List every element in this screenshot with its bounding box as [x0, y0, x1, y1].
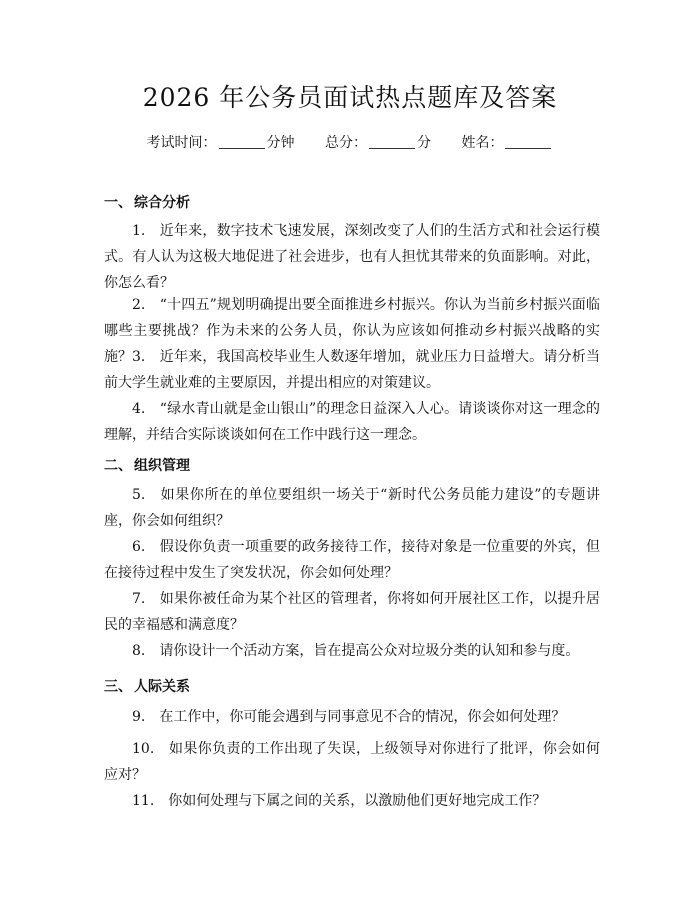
time-unit: 分钟: [266, 135, 295, 151]
score-unit: 分: [417, 135, 431, 151]
time-label: 考试时间：: [146, 135, 217, 151]
time-blank: [219, 134, 265, 149]
question-item: 5. 如果你所在的单位要组织一场关于“新时代公务员能力建设”的专题讲座，你会如何组织？: [104, 487, 600, 529]
question-item: 8. 请你设计一个活动方案，旨在提高公众对垃圾分类的认知和参与度。: [132, 643, 580, 659]
exam-info-line: [0, 132, 700, 152]
question-item: 6. 假设你负责一项重要的政务接待工作，接待对象是一位重要的外宾，但在接待过程中发生了突发状况，你会如何处理？: [104, 539, 600, 581]
question-item: 4. “绿水青山就是金山银山”的理念日益深入人心。请谈谈你对这一理念的理解，并结合实际谈谈如何在工作中践行这一理念。: [104, 401, 600, 443]
score-label: 总分：: [325, 135, 367, 151]
section-heading: 一、 综合分析: [104, 195, 190, 211]
question-item: 2. “十四五”规划明确提出要全面推进乡村振兴。你认为当前乡村振兴面临哪些主要挑战？作为未来的公务人员，你认为应该如何推动乡村振兴战略的实施？: [104, 297, 600, 365]
question-item: 7. 如果你被任命为某个社区的管理者，你将如何开展社区工作，以提升居民的幸福感和满意度？: [104, 591, 600, 633]
name-blank: [505, 134, 551, 149]
score-blank: [369, 134, 415, 149]
section-heading: 三、 人际关系: [104, 679, 190, 695]
question-item: 11. 你如何处理与下属之间的关系，以激励他们更好地完成工作？: [132, 793, 547, 809]
name-label: 姓名：: [461, 135, 504, 151]
question-item: 9. 在工作中，你可能会遇到与同事意见不合的情况，你会如何处理？: [132, 709, 566, 725]
question-item: 10. 如果你负责的工作出现了失误，上级领导对你进行了批评，你会如何应对？: [104, 741, 600, 783]
question-item: 1. 近年来，数字技术飞速发展，深刻改变了人们的生活方式和社会运行模式。有人认为这极大地促进了社会进步，也有人担忧其带来的负面影响。对此，你怎么看？: [104, 223, 600, 291]
section-heading: 二、 组织管理: [104, 458, 190, 474]
question-item: 3. 近年来，我国高校毕业生人数逐年增加，就业压力日益增大。请分析当前大学生就业难的主要原因，并提出相应的对策建议。: [104, 349, 600, 391]
page-title: 2026 年公务员面试热点题库及答案: [142, 83, 558, 112]
